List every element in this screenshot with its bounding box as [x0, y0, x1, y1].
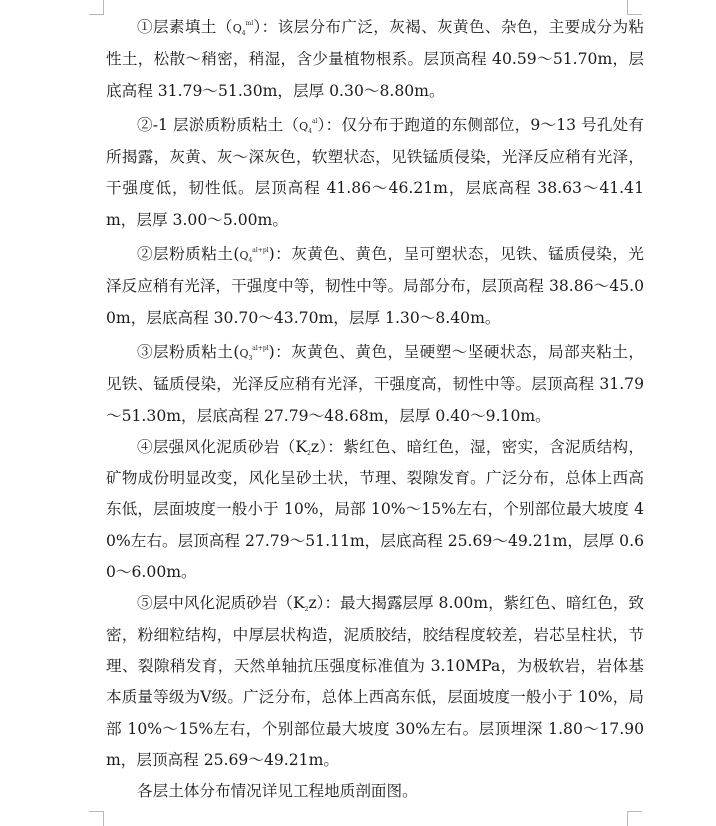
geologic-age-subscript: 3: [248, 354, 253, 362]
geologic-age-subscript: 2: [304, 606, 309, 614]
crop-mark-bottom-left: [89, 811, 104, 826]
geologic-age-symbol: Q: [299, 119, 309, 133]
paragraph-text: )：灰黄色、黄色，呈硬塑～坚硬状态，局部夹粘土，见铁、锰质侵染，光泽反应稍有光泽，干强度高，韧性中等。层顶高程 31.79～51.30m，层底高程 27.79～48.68m，层厚 0.40～9.10m。: [106, 342, 644, 425]
geologic-origin-superscript: al+pl: [252, 344, 269, 352]
paragraph-moderately-weathered-sandstone: [106, 588, 644, 776]
geologic-age-symbol: Q: [239, 249, 249, 263]
geologic-age-symbol: Q: [232, 22, 242, 35]
paragraph-lead: ③层粉质粘土(: [137, 342, 240, 361]
geologic-age-subscript: 4: [241, 30, 246, 37]
geologic-age-subscript: 4: [248, 257, 253, 265]
paragraph-lead: ⑤层中风化泥质砂岩（: [137, 594, 293, 613]
geologic-age-subscript: 2: [307, 449, 311, 457]
geologic-origin-superscript: ml: [245, 20, 254, 27]
geologic-age-symbol: Q: [239, 346, 249, 360]
paragraph-text: z）：最大揭露层厚 8.00m，紫红色、暗红色，致密，粉细粒结构，中厚层状构造，泥质胶结，胶结程度较差，岩芯呈柱状，节理、裂隙稍发育，天然单轴抗压强度标准值为 3.10MPa，为极软岩，岩体基本质量等级为Ⅴ级。广泛分布，总体上西高东低，层面坡度一般小于 10%，局部 10%～15%左右，个别部位最大坡度 30%左右。层顶埋深 1.80～17.90m，层顶高程 25.69～49.21m。: [106, 594, 645, 769]
geologic-origin-superscript: al: [311, 117, 318, 125]
paragraph-lead: ④层强风化泥质砂岩（: [137, 437, 296, 456]
paragraph-text: ）：仅分布于跑道的东侧部位，9～13 号孔处有所揭露，灰黄、灰～深灰色，软塑状态，见铁锰质侵染，光泽反应稍有光泽，干强度低，韧性低。层顶高程 41.86～46.21m，层底高程 38.63～41.41m，层厚 3.00～5.00m。: [106, 115, 644, 229]
paragraph-silty-clay-3: [106, 337, 644, 432]
paragraph-text: )：灰黄色、黄色，呈可塑状态，见铁、锰质侵染，光泽反应稍有光泽，干强度中等，韧性中等。局部分布，层顶高程 38.86～45.00m，层底高程 30.70～43.70m，层厚 1.30～8.40m。: [106, 245, 644, 327]
paragraph-closing: 各层土体分布情况详见工程地质剖面图。: [137, 782, 418, 801]
paragraph-fill-soil: [106, 12, 644, 107]
geologic-age-subscript: 4: [308, 127, 312, 135]
paragraph-silty-clay-2-1: [106, 110, 644, 236]
geologic-age-symbol: K: [292, 594, 305, 613]
paragraph-text: z）：紫红色、暗红色，湿，密实，含泥质结构，矿物成份明显改变，风化呈砂土状，节理、裂隙发育。广泛分布，总体上西高东低，层面坡度一般小于 10%，局部 10%～15%左右，个别部位最大坡度 40%左右。层顶高程 27.79～51.11m，层底高程 25.69～49.21m，层厚 0.60～6.00m。: [106, 437, 644, 582]
document-body: [106, 8, 644, 807]
paragraph-lead: ①层素填土（: [137, 18, 233, 36]
geologic-age-symbol: K: [295, 437, 308, 456]
crop-mark-bottom-right: [627, 811, 642, 826]
paragraph-text: ）：该层分布广泛，灰褐、灰黄色、杂色，主要成分为粘性土，松散～稍密，稍湿，含少量植物根系。层顶高程 40.59～51.70m，层底高程 31.79～51.30m，层厚 0.30～8.80m。: [106, 18, 644, 100]
paragraph-strongly-weathered-sandstone: [106, 432, 644, 588]
geologic-origin-superscript: al+pl: [252, 247, 269, 255]
crop-mark-top-left: [89, 0, 104, 15]
paragraph-lead: ②-1 层淤质粉质粘土（: [137, 115, 300, 134]
paragraph-lead: ②层粉质粘土(: [137, 245, 240, 264]
paragraph-silty-clay-2: [106, 239, 644, 334]
